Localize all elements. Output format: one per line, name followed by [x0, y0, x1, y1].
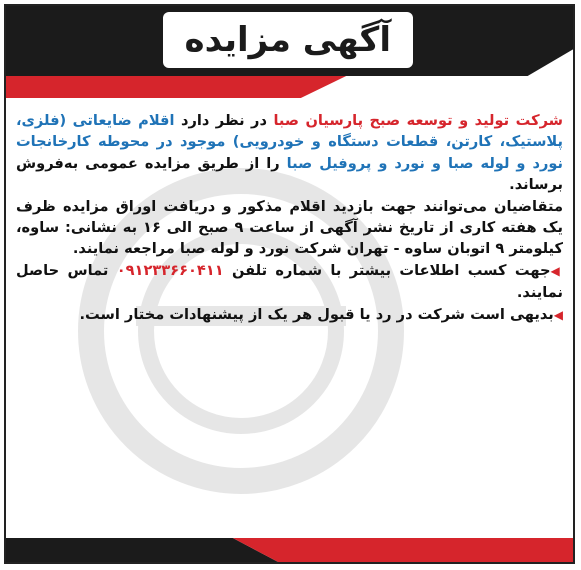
contact-tail: تماس حاصل نمایند. — [16, 261, 563, 302]
paragraph-disclaimer — [16, 304, 563, 326]
intro-text-end: را از طریق مزایده عمومی به‌فروش برساند. — [16, 154, 563, 194]
ad-body — [16, 110, 563, 326]
disclaimer-text: بدیهی است شرکت در رد یا قبول هر یک از پیشنهادات مختار است. — [79, 305, 554, 323]
ad-title: آگهی مزایده — [163, 12, 413, 68]
bullet-arrow-icon: ◀ — [553, 307, 563, 322]
phone-number: ۰۹۱۲۳۳۶۶۰۴۱۱ — [116, 261, 224, 279]
bullet-arrow-icon: ◀ — [550, 263, 563, 278]
intro-text: در نظر دارد — [174, 112, 274, 129]
header-red-stripe — [6, 76, 573, 98]
items-text: اقلام ضایعاتی (فلزی، پلاستیک، کارتن، قطعات دستگاه و خودرویی) موجود در محوطه کارخانجات نورد و لوله صبا و نورد و پروفیل صبا — [16, 112, 563, 172]
ad-frame — [4, 4, 575, 564]
paragraph-intro — [16, 110, 563, 196]
contact-text: جهت کسب اطلاعات بیشتر با شماره تلفن — [223, 261, 551, 279]
company-name: شرکت تولید و توسعه صبح پارسیان صبا — [273, 112, 563, 129]
paragraph-visit: متقاضیان می‌توانند جهت بازدید اقلام مذکور و دریافت اوراق مزایده ظرف یک هفته کاری از تاریخ نشر آگهی از ساعت ۹ صبح الی ۱۶ به نشانی: ساوه، کیلومتر ۹ اتوبان ساوه - تهران شرکت نورد و لوله صبا مراجعه نمایند. — [16, 197, 563, 258]
paragraph-contact — [16, 260, 563, 304]
